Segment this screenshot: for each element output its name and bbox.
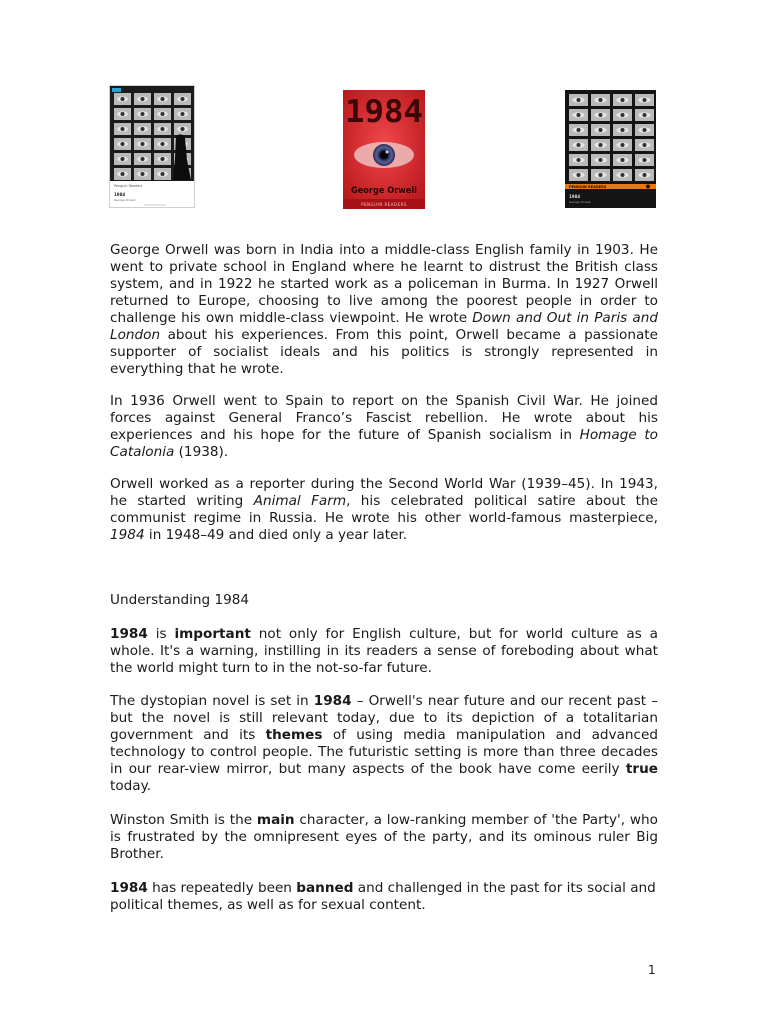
eye-pupil xyxy=(620,128,624,132)
text-run: George Orwell was born in India into a middle-class English family in 1903. He went to private school in England where he learnt to distrust the British class system, and in 1922 he started work as a policeman in Burma. In 1927 Orwell returned to Europe, choosing to live among the poorest people in order to challenge his own middle-class viewpoint. He wrote xyxy=(110,242,658,326)
eye-pupil xyxy=(160,112,164,116)
eye-pupil xyxy=(576,128,580,132)
eye-pupil xyxy=(598,128,602,132)
book-cover-middle xyxy=(343,90,425,209)
eye-pupil xyxy=(160,142,164,146)
eye-pupil xyxy=(140,157,144,161)
eye-pupil xyxy=(160,157,164,161)
text-run: , his celebrated political satire about the communist regime in Russia. He wrote his other world-famous masterpiece, xyxy=(110,493,658,526)
text-run: In 1936 Orwell went to Spain to report on the Spanish Civil War. He joined forces against General Franco’s Fascist rebellion. He wrote about his experiences and his hope for the future of Spanish socialism in xyxy=(110,393,658,443)
cover-left-edition: Penguin Readers xyxy=(114,184,143,188)
eye-pupil xyxy=(576,98,580,102)
text-run: Orwell worked as a reporter during the Second World War (1939–45). In 1943, he started writing xyxy=(110,476,658,509)
eye-pupil xyxy=(120,157,124,161)
bold-term: important xyxy=(174,626,251,642)
eye-pupil xyxy=(620,158,624,162)
eye-pupil xyxy=(120,142,124,146)
cover-right-publisher: PENGUIN READERS xyxy=(569,185,607,189)
paragraph-biography-early-life xyxy=(110,242,658,378)
cover-right-author: George Orwell xyxy=(569,200,591,204)
book-title-italic: 1984 xyxy=(110,527,145,543)
paragraph-main-character xyxy=(110,812,658,863)
paragraph-dystopian-setting xyxy=(110,693,658,795)
eye-pupil xyxy=(576,143,580,147)
text-run: in 1948–49 and died only a year later. xyxy=(144,527,408,543)
eye-pupil xyxy=(576,113,580,117)
bold-term: true xyxy=(625,761,658,777)
paragraph-importance xyxy=(110,626,658,677)
paragraph-biography-spain xyxy=(110,393,658,461)
page-number: 1 xyxy=(648,963,656,977)
text-run: about his experiences. From this point, Orwell became a passionate supporter of socialist ideals and his politics is strongly represented in everything that he wrote. xyxy=(110,327,658,377)
eye-pupil xyxy=(598,113,602,117)
cover-left-author: George Orwell xyxy=(114,198,136,202)
book-title-italic: Animal Farm xyxy=(253,493,347,509)
cover-middle-publisher: PENGUIN READERS xyxy=(361,202,407,207)
text-run: today. xyxy=(110,778,152,794)
eye-pupil xyxy=(620,173,624,177)
bold-term: 1984 xyxy=(313,693,352,709)
cover-right-title: 1984 xyxy=(569,194,581,199)
text-run: (1938). xyxy=(174,444,229,460)
eye-pupil xyxy=(642,158,646,162)
bold-term: 1984 xyxy=(110,626,148,642)
eye-pupil xyxy=(576,173,580,177)
eye-pupil xyxy=(140,127,144,131)
bold-term: banned xyxy=(296,880,354,896)
eye-pupil xyxy=(140,112,144,116)
eye-pupil xyxy=(598,143,602,147)
eye-pupil xyxy=(598,158,602,162)
cover-middle-title: 1984 xyxy=(345,94,423,130)
eye-pupil xyxy=(120,97,124,101)
text-run: – Orwell's near future and our recent past – but the novel is still relevant today, due to its depiction of a totalitarian government and its xyxy=(110,693,659,743)
text-run: character, a low-ranking member of 'the Party', who is frustrated by the omnipresent eyes of the party, and its ominous ruler Big Brother. xyxy=(110,812,658,862)
eye-pupil xyxy=(160,172,164,176)
eye-pupil xyxy=(576,158,580,162)
eye-pupil xyxy=(642,98,646,102)
text-run: not only for English culture, but for world culture as a whole. It's a warning, instilling in its readers a sense of foreboding about what the world might turn to in the not-so-far future. xyxy=(110,626,658,676)
bold-term: 1984 xyxy=(110,880,148,896)
bold-term: themes xyxy=(265,727,323,743)
paragraph-banned xyxy=(110,880,658,914)
cover-middle-author: George Orwell xyxy=(351,186,417,196)
book-cover-left xyxy=(109,85,195,208)
eye-pupil xyxy=(598,98,602,102)
text-run: and challenged in the past for its social and political themes, as well as for sexual content. xyxy=(110,880,656,913)
text-run: of using media manipulation and advanced technology to control people. The futuristic setting is more than three decades in our rear-view mirror, but many aspects of the book have come eerily xyxy=(110,727,658,777)
eye-pupil xyxy=(120,172,124,176)
eye-pupil xyxy=(140,142,144,146)
eye-pupil xyxy=(140,172,144,176)
eye-pupil xyxy=(642,173,646,177)
bold-term: main xyxy=(256,812,295,828)
cover-left-image xyxy=(110,86,194,207)
eye-pupil xyxy=(180,127,184,131)
eye-pupil xyxy=(140,97,144,101)
book-title-italic: Down and Out in Paris and London xyxy=(110,310,658,343)
book-title-italic: Homage to Catalonia xyxy=(110,427,658,460)
eye-pupil xyxy=(160,97,164,101)
eye-pupil xyxy=(642,143,646,147)
text-run: is xyxy=(147,626,175,642)
text-run: Winston Smith is the xyxy=(110,812,257,828)
eye-pupil xyxy=(620,98,624,102)
section-heading: Understanding 1984 xyxy=(110,592,250,608)
book-cover-right xyxy=(565,90,656,208)
eye-pupil xyxy=(598,173,602,177)
cover-right-image xyxy=(565,90,656,208)
eye-pupil xyxy=(120,127,124,131)
eye-pupil xyxy=(180,112,184,116)
eye-pupil xyxy=(180,97,184,101)
paragraph-biography-war xyxy=(110,476,658,544)
eye-pupil xyxy=(620,113,624,117)
cover-left-title: 1984 xyxy=(114,192,126,197)
text-run: has repeatedly been xyxy=(147,880,297,896)
eye-pupil xyxy=(642,113,646,117)
eye-pupil xyxy=(620,143,624,147)
text-run: The dystopian novel is set in xyxy=(110,693,314,709)
eye-pupil xyxy=(120,112,124,116)
eye-pupil xyxy=(160,127,164,131)
eye-pupil xyxy=(642,128,646,132)
cover-middle-image xyxy=(343,90,425,209)
